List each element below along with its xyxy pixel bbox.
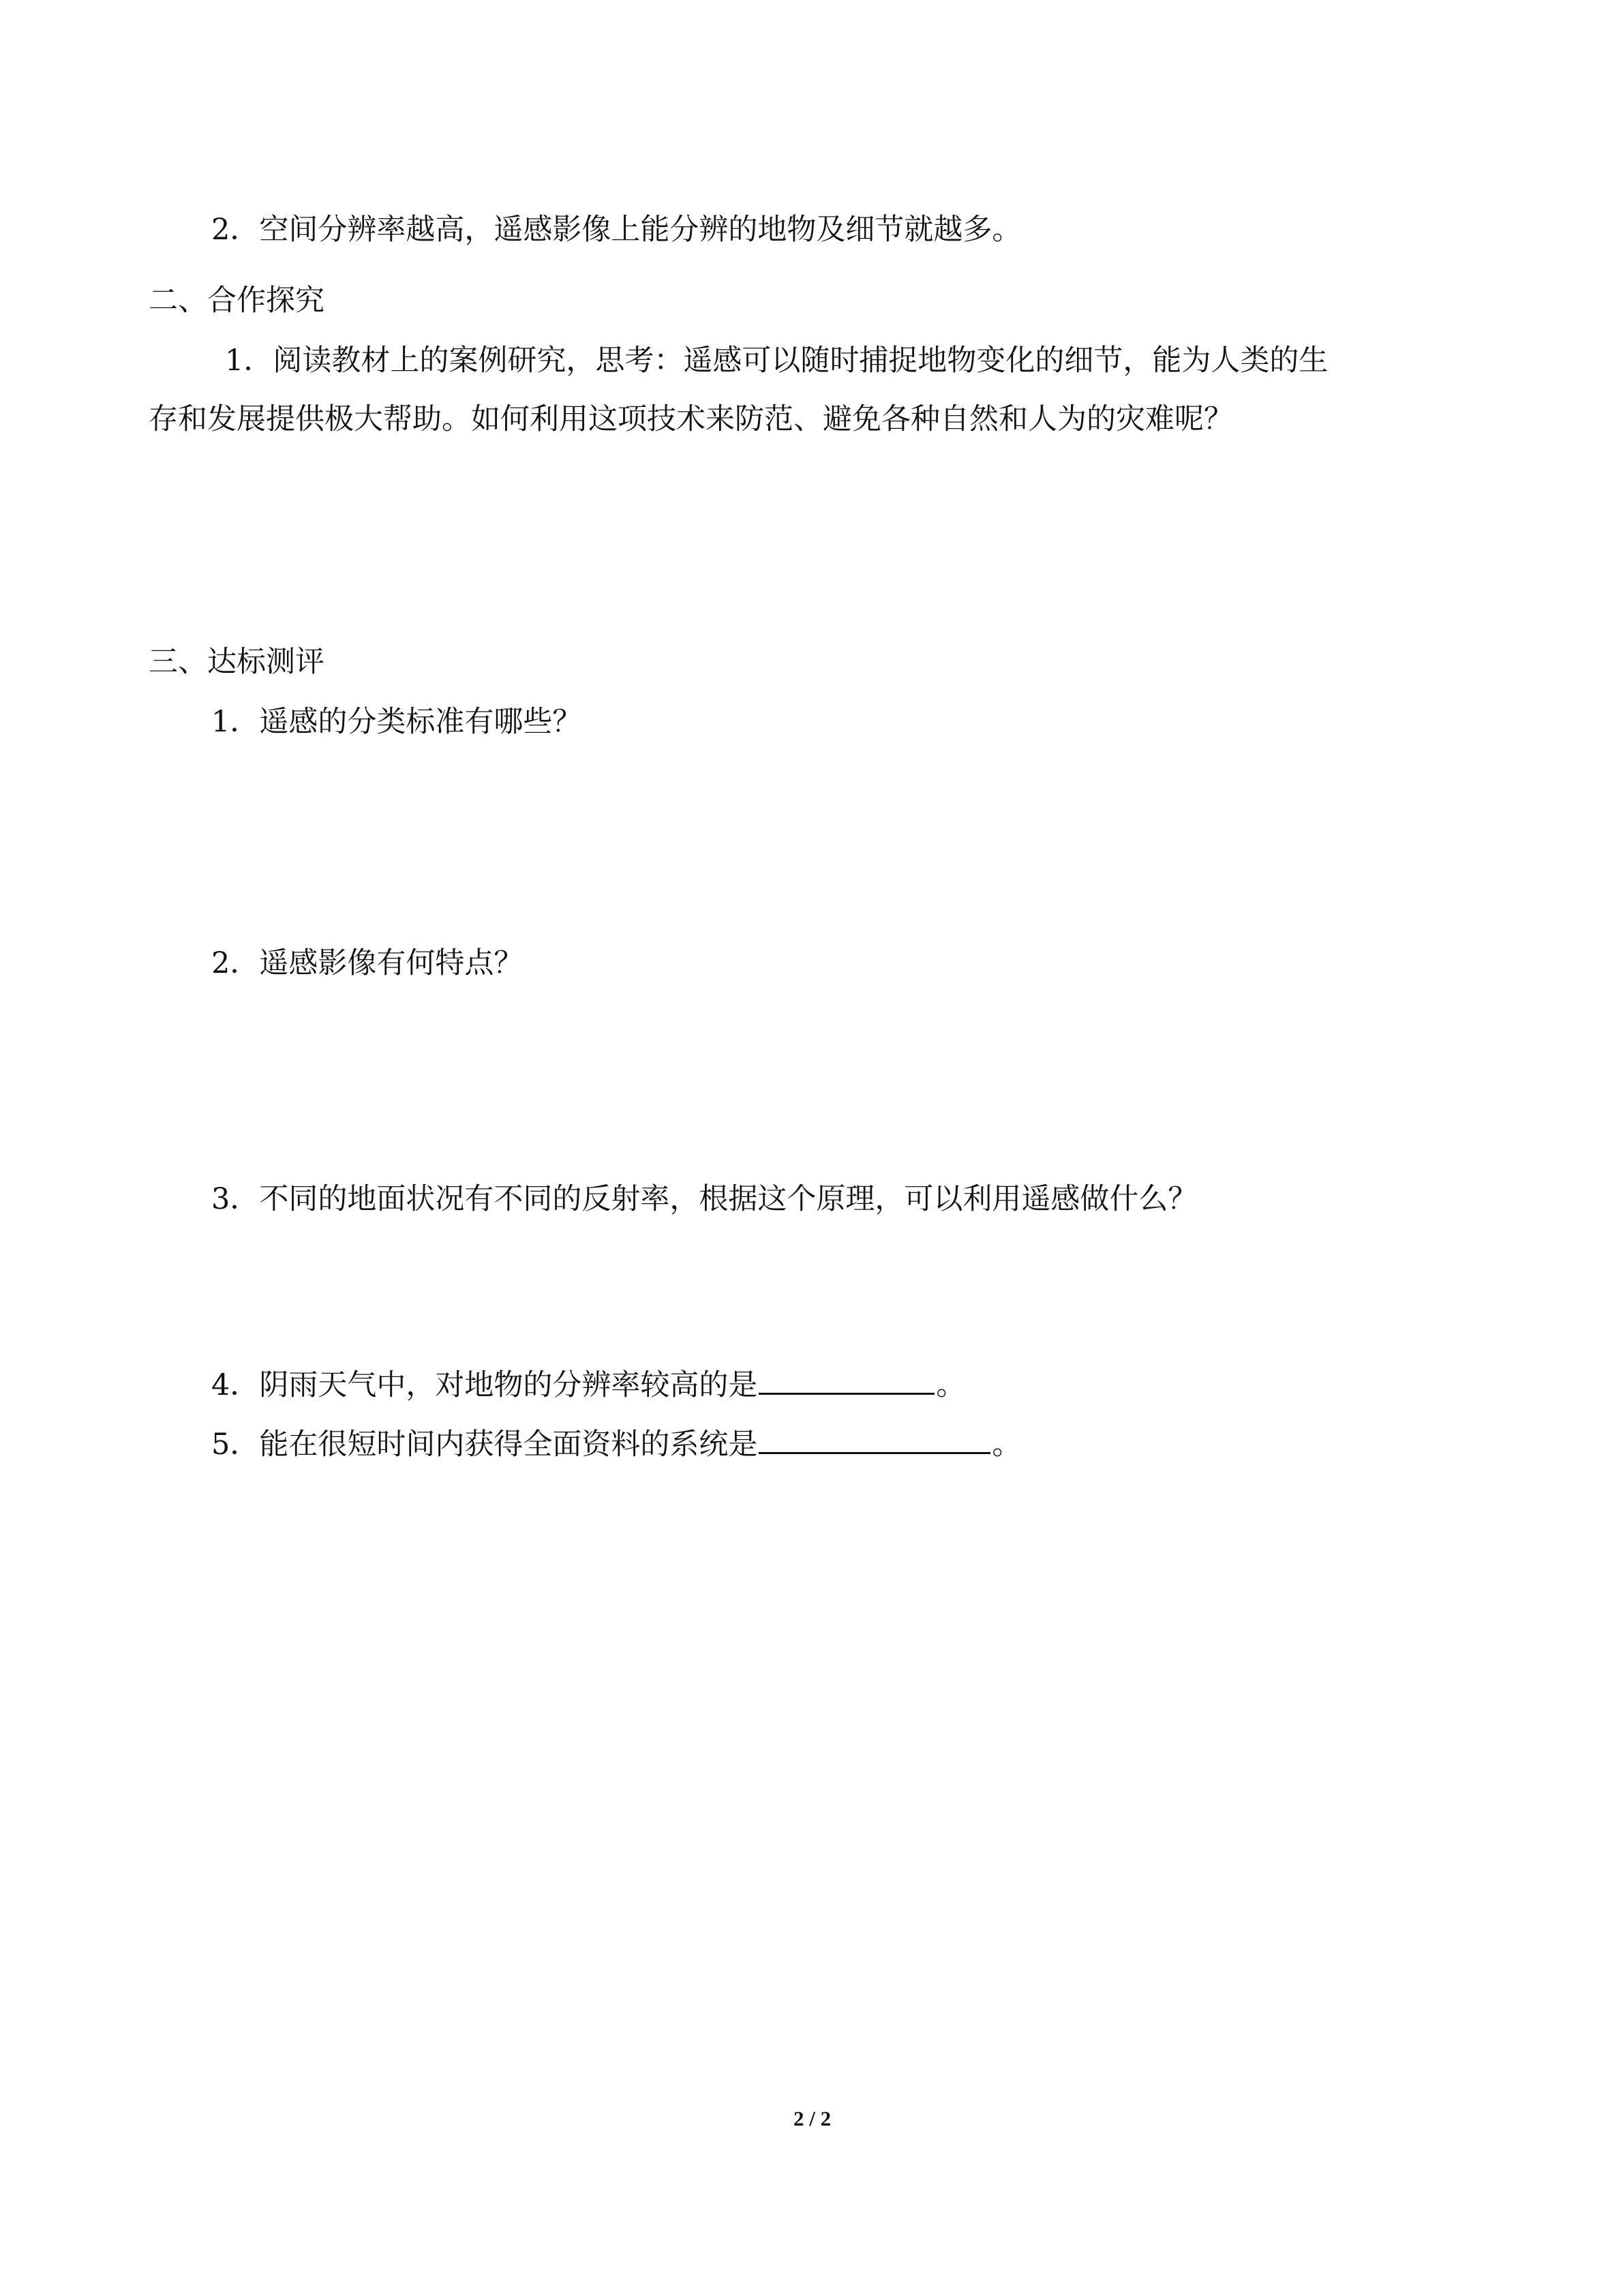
question-5-period: 。 [992, 1428, 1022, 1462]
assessment-question-4 [211, 1367, 965, 1400]
question-4-period: 。 [936, 1368, 966, 1402]
question-4-answer-blank[interactable] [759, 1367, 935, 1395]
pre-item-2: 2．空间分辨率越高，遥感影像上能分辨的地物及细节就越多。 [211, 213, 1022, 247]
section-heading-cooperative-inquiry: 二、合作探究 [149, 284, 324, 318]
section-heading-assessment: 三、达标测评 [149, 645, 324, 679]
question-4-text: 4．阴雨天气中，对地物的分辨率较高的是 [211, 1368, 758, 1402]
assessment-question-1: 1．遥感的分类标准有哪些？ [211, 705, 582, 739]
assessment-question-5 [211, 1426, 1021, 1460]
assessment-question-3: 3．不同的地面状况有不同的反射率，根据这个原理，可以利用遥感做什么？ [211, 1182, 1198, 1216]
question-5-answer-blank[interactable] [759, 1426, 990, 1454]
inquiry-question-1-line-2: 存和发展提供极大帮助。如何利用这项技术来防范、避免各种自然和人为的灾难呢？ [149, 402, 1233, 436]
assessment-question-2: 2．遥感影像有何特点？ [211, 946, 524, 980]
inquiry-question-1-line-1: 1．阅读教材上的案例研究，思考：遥感可以随时捕捉地物变化的细节，能为人类的生 [225, 344, 1329, 378]
question-5-text: 5．能在很短时间内获得全面资料的系统是 [211, 1428, 758, 1462]
page-number: 2 / 2 [793, 2106, 832, 2130]
